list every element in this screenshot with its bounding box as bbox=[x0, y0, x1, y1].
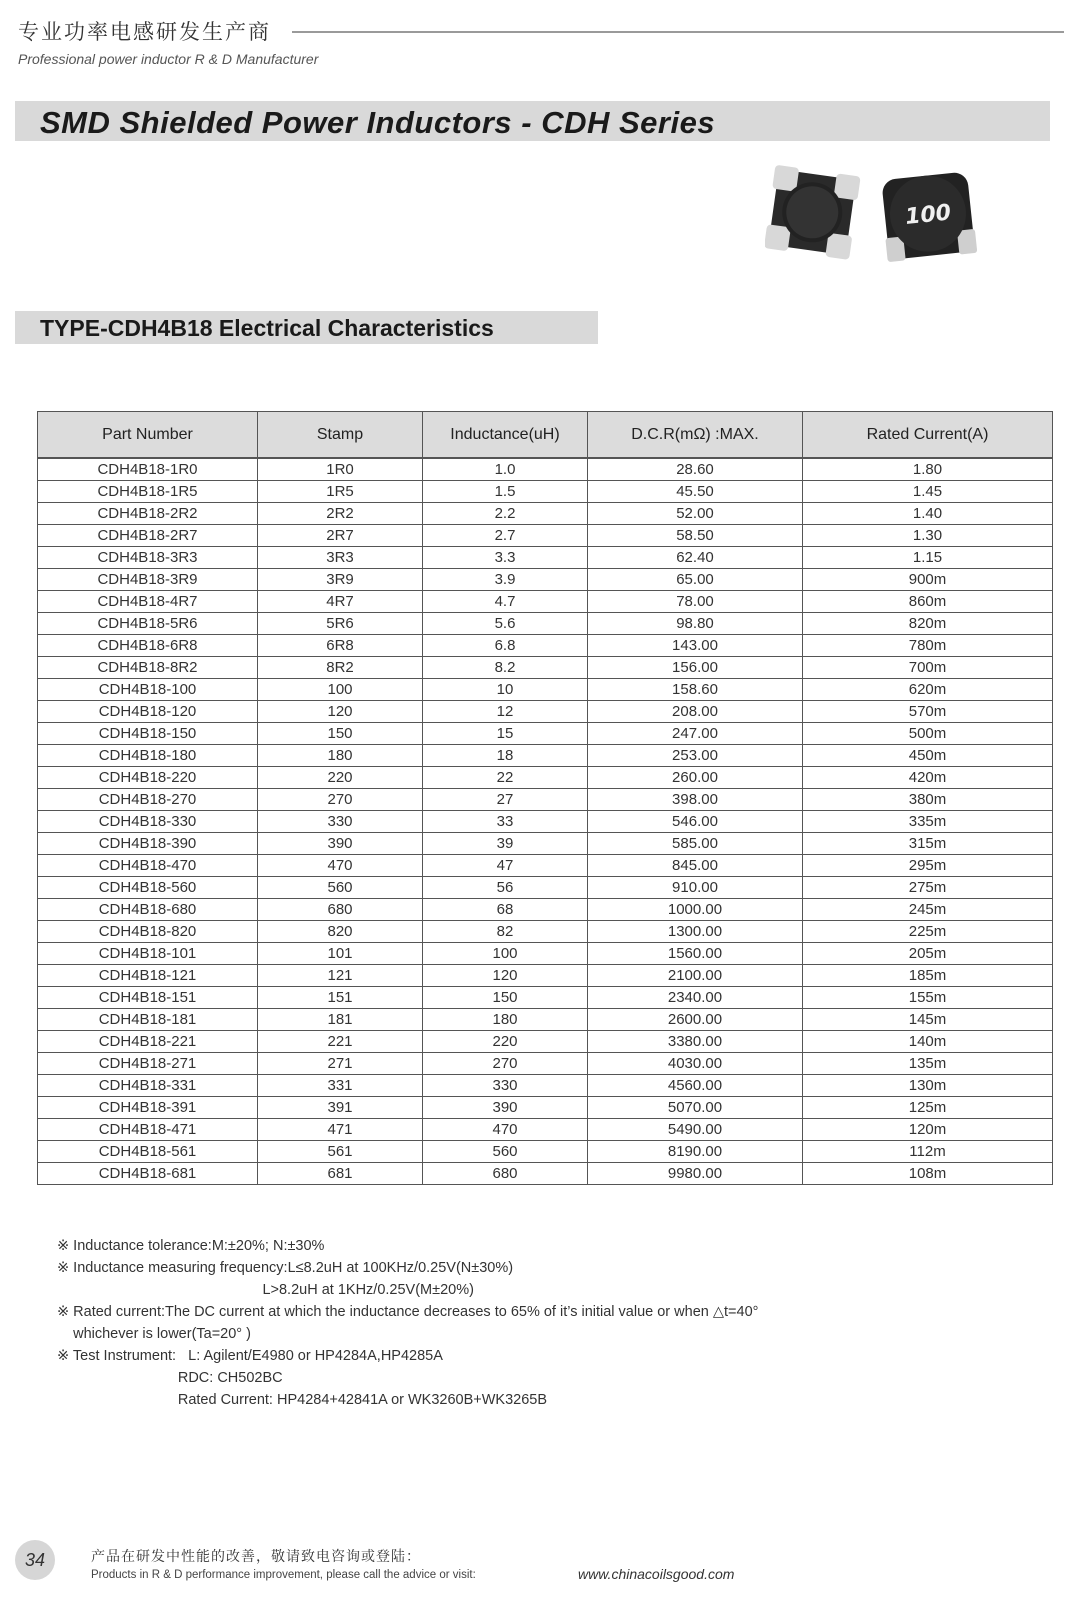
stamp-cell: 120 bbox=[258, 701, 423, 723]
dcr-cell: 58.50 bbox=[588, 525, 803, 547]
dcr-cell: 2100.00 bbox=[588, 965, 803, 987]
rated-current-cell: 620m bbox=[803, 679, 1053, 701]
inductance-cell: 2.2 bbox=[423, 503, 588, 525]
note-line: L>8.2uH at 1KHz/0.25V(M±20%) bbox=[57, 1282, 474, 1298]
part-number-cell: CDH4B18-220 bbox=[38, 767, 258, 789]
stamp-cell: 100 bbox=[258, 679, 423, 701]
stamp-cell: 560 bbox=[258, 877, 423, 899]
inductance-cell: 390 bbox=[423, 1097, 588, 1119]
dcr-cell: 5070.00 bbox=[588, 1097, 803, 1119]
stamp-cell: 5R6 bbox=[258, 613, 423, 635]
inductance-cell: 27 bbox=[423, 789, 588, 811]
rated-current-cell: 1.80 bbox=[803, 458, 1053, 481]
part-number-cell: CDH4B18-271 bbox=[38, 1053, 258, 1075]
notes bbox=[57, 1235, 957, 1411]
header-part-number: Part Number bbox=[38, 412, 258, 459]
rated-current-cell: 295m bbox=[803, 855, 1053, 877]
rated-current-cell: 900m bbox=[803, 569, 1053, 591]
rated-current-cell: 380m bbox=[803, 789, 1053, 811]
part-number-cell: CDH4B18-680 bbox=[38, 899, 258, 921]
part-number-cell: CDH4B18-5R6 bbox=[38, 613, 258, 635]
part-number-cell: CDH4B18-221 bbox=[38, 1031, 258, 1053]
dcr-cell: 585.00 bbox=[588, 833, 803, 855]
inductance-cell: 5.6 bbox=[423, 613, 588, 635]
dcr-cell: 78.00 bbox=[588, 591, 803, 613]
header-stamp: Stamp bbox=[258, 412, 423, 459]
stamp-cell: 221 bbox=[258, 1031, 423, 1053]
table-row bbox=[38, 481, 1053, 503]
part-number-cell: CDH4B18-820 bbox=[38, 921, 258, 943]
part-number-cell: CDH4B18-2R7 bbox=[38, 525, 258, 547]
stamp-cell: 391 bbox=[258, 1097, 423, 1119]
part-number-cell: CDH4B18-3R3 bbox=[38, 547, 258, 569]
part-number-cell: CDH4B18-151 bbox=[38, 987, 258, 1009]
dcr-cell: 260.00 bbox=[588, 767, 803, 789]
dcr-cell: 62.40 bbox=[588, 547, 803, 569]
rated-current-cell: 108m bbox=[803, 1163, 1053, 1185]
inductance-cell: 68 bbox=[423, 899, 588, 921]
part-number-cell: CDH4B18-331 bbox=[38, 1075, 258, 1097]
inductance-cell: 4.7 bbox=[423, 591, 588, 613]
stamp-cell: 471 bbox=[258, 1119, 423, 1141]
table-row bbox=[38, 723, 1053, 745]
company-tagline-cn: 专业功率电感研发生产商 bbox=[18, 20, 271, 44]
part-number-cell: CDH4B18-8R2 bbox=[38, 657, 258, 679]
rated-current-cell: 450m bbox=[803, 745, 1053, 767]
stamp-cell: 470 bbox=[258, 855, 423, 877]
inductance-cell: 56 bbox=[423, 877, 588, 899]
section-title: TYPE-CDH4B18 Electrical Characteristics bbox=[40, 315, 494, 341]
dcr-cell: 1560.00 bbox=[588, 943, 803, 965]
part-number-cell: CDH4B18-560 bbox=[38, 877, 258, 899]
rated-current-cell: 420m bbox=[803, 767, 1053, 789]
company-tagline-en: Professional power inductor R & D Manufacturer bbox=[18, 51, 319, 67]
header-dcr: D.C.R(mΩ) :MAX. bbox=[588, 412, 803, 459]
inductance-cell: 220 bbox=[423, 1031, 588, 1053]
rated-current-cell: 1.40 bbox=[803, 503, 1053, 525]
dcr-cell: 845.00 bbox=[588, 855, 803, 877]
stamp-cell: 1R5 bbox=[258, 481, 423, 503]
table-row bbox=[38, 1119, 1053, 1141]
stamp-cell: 101 bbox=[258, 943, 423, 965]
part-number-cell: CDH4B18-3R9 bbox=[38, 569, 258, 591]
inductance-cell: 120 bbox=[423, 965, 588, 987]
table-row bbox=[38, 701, 1053, 723]
part-number-cell: CDH4B18-4R7 bbox=[38, 591, 258, 613]
inductance-cell: 150 bbox=[423, 987, 588, 1009]
dcr-cell: 4560.00 bbox=[588, 1075, 803, 1097]
inductance-cell: 47 bbox=[423, 855, 588, 877]
rated-current-cell: 225m bbox=[803, 921, 1053, 943]
inductance-cell: 12 bbox=[423, 701, 588, 723]
rated-current-cell: 1.45 bbox=[803, 481, 1053, 503]
dcr-cell: 28.60 bbox=[588, 458, 803, 481]
table-row bbox=[38, 635, 1053, 657]
rated-current-cell: 135m bbox=[803, 1053, 1053, 1075]
table-row bbox=[38, 569, 1053, 591]
dcr-cell: 98.80 bbox=[588, 613, 803, 635]
table-row bbox=[38, 965, 1053, 987]
inductor-marking: 100 bbox=[903, 200, 953, 231]
rated-current-cell: 245m bbox=[803, 899, 1053, 921]
stamp-cell: 181 bbox=[258, 1009, 423, 1031]
table-row bbox=[38, 1053, 1053, 1075]
electrical-characteristics-table bbox=[37, 411, 1053, 1185]
stamp-cell: 220 bbox=[258, 767, 423, 789]
part-number-cell: CDH4B18-470 bbox=[38, 855, 258, 877]
inductance-cell: 3.9 bbox=[423, 569, 588, 591]
dcr-cell: 8190.00 bbox=[588, 1141, 803, 1163]
rated-current-cell: 140m bbox=[803, 1031, 1053, 1053]
table-row bbox=[38, 833, 1053, 855]
inductance-cell: 680 bbox=[423, 1163, 588, 1185]
rated-current-cell: 205m bbox=[803, 943, 1053, 965]
note-line: ※ Inductance tolerance:M:±20%; N:±30% bbox=[57, 1238, 325, 1254]
dcr-cell: 3380.00 bbox=[588, 1031, 803, 1053]
dcr-cell: 546.00 bbox=[588, 811, 803, 833]
table-row bbox=[38, 789, 1053, 811]
inductance-cell: 100 bbox=[423, 943, 588, 965]
part-number-cell: CDH4B18-561 bbox=[38, 1141, 258, 1163]
dcr-cell: 910.00 bbox=[588, 877, 803, 899]
dcr-cell: 9980.00 bbox=[588, 1163, 803, 1185]
rated-current-cell: 315m bbox=[803, 833, 1053, 855]
dcr-cell: 398.00 bbox=[588, 789, 803, 811]
table-row bbox=[38, 1031, 1053, 1053]
dcr-cell: 158.60 bbox=[588, 679, 803, 701]
rated-current-cell: 145m bbox=[803, 1009, 1053, 1031]
dcr-cell: 65.00 bbox=[588, 569, 803, 591]
rated-current-cell: 120m bbox=[803, 1119, 1053, 1141]
inductor-photo bbox=[765, 164, 985, 274]
stamp-cell: 820 bbox=[258, 921, 423, 943]
table-row bbox=[38, 679, 1053, 701]
part-number-cell: CDH4B18-181 bbox=[38, 1009, 258, 1031]
table-row bbox=[38, 987, 1053, 1009]
part-number-cell: CDH4B18-391 bbox=[38, 1097, 258, 1119]
product-photos bbox=[765, 164, 985, 274]
table-row bbox=[38, 855, 1053, 877]
footer-notice-cn: 产品在研发中性能的改善，敬请致电咨询或登陆： bbox=[91, 1549, 421, 1565]
inductance-cell: 1.0 bbox=[423, 458, 588, 481]
dcr-cell: 253.00 bbox=[588, 745, 803, 767]
dcr-cell: 247.00 bbox=[588, 723, 803, 745]
note-line: ※ Inductance measuring frequency:L≤8.2uH at 100KHz/0.25V(N±30%) bbox=[57, 1260, 514, 1276]
part-number-cell: CDH4B18-390 bbox=[38, 833, 258, 855]
dcr-cell: 2600.00 bbox=[588, 1009, 803, 1031]
inductance-cell: 82 bbox=[423, 921, 588, 943]
table-row bbox=[38, 811, 1053, 833]
table-row bbox=[38, 1009, 1053, 1031]
stamp-cell: 561 bbox=[258, 1141, 423, 1163]
stamp-cell: 331 bbox=[258, 1075, 423, 1097]
table-row bbox=[38, 547, 1053, 569]
inductance-cell: 330 bbox=[423, 1075, 588, 1097]
table-row bbox=[38, 613, 1053, 635]
header-inductance: Inductance(uH) bbox=[423, 412, 588, 459]
table-row bbox=[38, 458, 1053, 481]
stamp-cell: 3R9 bbox=[258, 569, 423, 591]
note-line: ※ Test Instrument: L: Agilent/E4980 or HP4284A,HP4285A bbox=[57, 1348, 443, 1364]
stamp-cell: 390 bbox=[258, 833, 423, 855]
inductance-cell: 39 bbox=[423, 833, 588, 855]
inductance-cell: 1.5 bbox=[423, 481, 588, 503]
rated-current-cell: 130m bbox=[803, 1075, 1053, 1097]
part-number-cell: CDH4B18-1R5 bbox=[38, 481, 258, 503]
table-row bbox=[38, 503, 1053, 525]
stamp-cell: 4R7 bbox=[258, 591, 423, 613]
inductance-cell: 10 bbox=[423, 679, 588, 701]
dcr-cell: 143.00 bbox=[588, 635, 803, 657]
note-line: RDC: CH502BC bbox=[57, 1370, 283, 1386]
dcr-cell: 208.00 bbox=[588, 701, 803, 723]
rated-current-cell: 112m bbox=[803, 1141, 1053, 1163]
part-number-cell: CDH4B18-101 bbox=[38, 943, 258, 965]
part-number-cell: CDH4B18-471 bbox=[38, 1119, 258, 1141]
table-row bbox=[38, 525, 1053, 547]
part-number-cell: CDH4B18-270 bbox=[38, 789, 258, 811]
table-row bbox=[38, 1097, 1053, 1119]
part-number-cell: CDH4B18-681 bbox=[38, 1163, 258, 1185]
dcr-cell: 52.00 bbox=[588, 503, 803, 525]
title-banner bbox=[15, 101, 1050, 141]
dcr-cell: 2340.00 bbox=[588, 987, 803, 1009]
part-number-cell: CDH4B18-6R8 bbox=[38, 635, 258, 657]
stamp-cell: 3R3 bbox=[258, 547, 423, 569]
inductance-cell: 470 bbox=[423, 1119, 588, 1141]
table-row bbox=[38, 899, 1053, 921]
rated-current-cell: 185m bbox=[803, 965, 1053, 987]
rated-current-cell: 1.15 bbox=[803, 547, 1053, 569]
dcr-cell: 1000.00 bbox=[588, 899, 803, 921]
stamp-cell: 151 bbox=[258, 987, 423, 1009]
table-row bbox=[38, 877, 1053, 899]
rated-current-cell: 500m bbox=[803, 723, 1053, 745]
stamp-cell: 6R8 bbox=[258, 635, 423, 657]
table-row bbox=[38, 1141, 1053, 1163]
rated-current-cell: 700m bbox=[803, 657, 1053, 679]
rated-current-cell: 820m bbox=[803, 613, 1053, 635]
part-number-cell: CDH4B18-150 bbox=[38, 723, 258, 745]
rated-current-cell: 780m bbox=[803, 635, 1053, 657]
inductance-cell: 22 bbox=[423, 767, 588, 789]
inductance-cell: 560 bbox=[423, 1141, 588, 1163]
rated-current-cell: 570m bbox=[803, 701, 1053, 723]
table-row bbox=[38, 767, 1053, 789]
inductance-cell: 18 bbox=[423, 745, 588, 767]
dcr-cell: 156.00 bbox=[588, 657, 803, 679]
inductance-cell: 3.3 bbox=[423, 547, 588, 569]
inductance-cell: 270 bbox=[423, 1053, 588, 1075]
part-number-cell: CDH4B18-100 bbox=[38, 679, 258, 701]
table-header-row bbox=[38, 412, 1053, 459]
stamp-cell: 681 bbox=[258, 1163, 423, 1185]
website-link[interactable]: www.chinacoilsgood.com bbox=[578, 1566, 735, 1582]
stamp-cell: 2R2 bbox=[258, 503, 423, 525]
note-line: ※ Rated current:The DC current at which the inductance decreases to 65% of it’s initial value or when △t=40° bbox=[57, 1304, 759, 1320]
table-row bbox=[38, 943, 1053, 965]
inductance-cell: 15 bbox=[423, 723, 588, 745]
part-number-cell: CDH4B18-121 bbox=[38, 965, 258, 987]
rated-current-cell: 275m bbox=[803, 877, 1053, 899]
stamp-cell: 1R0 bbox=[258, 458, 423, 481]
table-row bbox=[38, 1075, 1053, 1097]
section-banner bbox=[15, 311, 598, 344]
rated-current-cell: 155m bbox=[803, 987, 1053, 1009]
dcr-cell: 5490.00 bbox=[588, 1119, 803, 1141]
part-number-cell: CDH4B18-120 bbox=[38, 701, 258, 723]
stamp-cell: 150 bbox=[258, 723, 423, 745]
rated-current-cell: 860m bbox=[803, 591, 1053, 613]
stamp-cell: 680 bbox=[258, 899, 423, 921]
inductance-cell: 6.8 bbox=[423, 635, 588, 657]
rated-current-cell: 335m bbox=[803, 811, 1053, 833]
table-row bbox=[38, 1163, 1053, 1185]
stamp-cell: 270 bbox=[258, 789, 423, 811]
dcr-cell: 4030.00 bbox=[588, 1053, 803, 1075]
stamp-cell: 2R7 bbox=[258, 525, 423, 547]
dcr-cell: 1300.00 bbox=[588, 921, 803, 943]
stamp-cell: 330 bbox=[258, 811, 423, 833]
table-row bbox=[38, 745, 1053, 767]
stamp-cell: 121 bbox=[258, 965, 423, 987]
table-body bbox=[38, 458, 1053, 1185]
rated-current-cell: 125m bbox=[803, 1097, 1053, 1119]
part-number-cell: CDH4B18-330 bbox=[38, 811, 258, 833]
table-row bbox=[38, 591, 1053, 613]
inductance-cell: 180 bbox=[423, 1009, 588, 1031]
inductance-cell: 33 bbox=[423, 811, 588, 833]
rated-current-cell: 1.30 bbox=[803, 525, 1053, 547]
dcr-cell: 45.50 bbox=[588, 481, 803, 503]
inductance-cell: 8.2 bbox=[423, 657, 588, 679]
stamp-cell: 271 bbox=[258, 1053, 423, 1075]
table-row bbox=[38, 657, 1053, 679]
note-line: Rated Current: HP4284+42841A or WK3260B+WK3265B bbox=[57, 1392, 548, 1408]
header-rated-current: Rated Current(A) bbox=[803, 412, 1053, 459]
table-row bbox=[38, 921, 1053, 943]
header-rule bbox=[292, 31, 1064, 33]
page-title: SMD Shielded Power Inductors - CDH Series bbox=[40, 105, 716, 140]
note-line: whichever is lower(Ta=20° ) bbox=[57, 1326, 251, 1342]
stamp-cell: 180 bbox=[258, 745, 423, 767]
part-number-cell: CDH4B18-180 bbox=[38, 745, 258, 767]
part-number-cell: CDH4B18-2R2 bbox=[38, 503, 258, 525]
page-number: 34 bbox=[15, 1540, 55, 1580]
part-number-cell: CDH4B18-1R0 bbox=[38, 458, 258, 481]
stamp-cell: 8R2 bbox=[258, 657, 423, 679]
footer-notice-en: Products in R & D performance improvement, please call the advice or visit: bbox=[91, 1569, 476, 1581]
inductance-cell: 2.7 bbox=[423, 525, 588, 547]
